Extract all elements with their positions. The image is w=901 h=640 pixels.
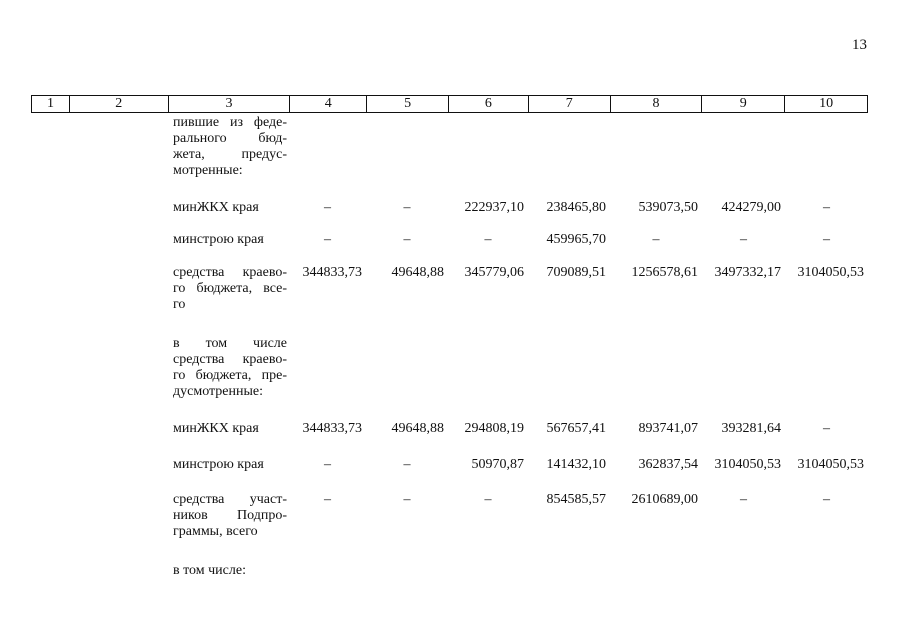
row-value-col-5: – [403,232,411,247]
header-cell-6: 6 [448,96,528,112]
row-value-col-10: – [823,232,830,247]
row-label: минстрою края [173,457,264,472]
row-value-col-7: 459965,70 [546,232,606,247]
row-value-col-9 [702,563,785,579]
row-col-2 [68,563,167,579]
row-value-col-9: 3104050,53 [714,457,781,472]
row-value-col-10: – [823,200,830,215]
row-value-col-7: 709089,51 [546,265,606,280]
header-cell-3: 3 [168,96,290,112]
row-col-1 [31,336,68,400]
row-col-2 [68,265,167,313]
row-value-col-10 [785,563,868,579]
row-value-col-8 [610,563,702,579]
row-value-col-8 [610,336,702,400]
row-value-col-5: – [403,200,411,215]
table-row [31,336,868,400]
row-col-1 [31,200,68,216]
table-row [31,457,868,473]
row-value-col-5 [366,563,448,579]
row-value-col-10 [785,115,868,179]
row-value-col-10: 3104050,53 [797,457,864,472]
row-label: пившие из феде- рального бюд- жета, предус- мотренные: [173,115,287,178]
table-row [31,115,868,179]
row-value-col-5 [366,115,448,179]
row-label: минстрою края [173,232,264,247]
row-col-2 [68,492,167,540]
row-label: средства краево- го бюджета, все- го [173,265,287,312]
header-cell-9: 9 [701,96,784,112]
table-row [31,563,868,579]
row-value-col-8: 2610689,00 [631,492,698,507]
row-value-col-6: 294808,19 [464,421,524,436]
header-cell-7: 7 [528,96,610,112]
row-label: минЖКХ края [173,200,259,215]
row-value-col-7 [528,115,610,179]
row-value-col-10: – [823,421,830,436]
row-value-col-5: – [403,457,411,472]
row-value-col-9: 424279,00 [721,200,781,215]
row-col-1 [31,232,68,248]
row-value-col-10 [785,336,868,400]
row-value-col-8: 1256578,61 [631,265,698,280]
row-value-col-7: 567657,41 [546,421,606,436]
table-row [31,421,868,437]
row-value-col-8: – [652,232,660,247]
table-header-row [31,95,868,113]
row-col-2 [68,421,167,437]
table-row [31,200,868,216]
row-value-col-8 [610,115,702,179]
row-col-1 [31,492,68,540]
row-label: средства участ- ников Подпро- граммы, всего [173,492,287,539]
row-value-col-9 [702,115,785,179]
header-cell-5: 5 [366,96,448,112]
row-value-col-4 [289,115,366,179]
row-col-2 [68,336,167,400]
row-value-col-6 [448,115,528,179]
row-value-col-8: 893741,07 [638,421,698,436]
header-cell-2: 2 [69,96,168,112]
row-value-col-6: – [484,492,492,507]
table-row [31,232,868,248]
row-value-col-6 [448,563,528,579]
row-label: минЖКХ края [173,421,259,436]
row-value-col-10: – [823,492,830,507]
row-col-2 [68,115,167,179]
row-value-col-5: 49648,88 [391,421,444,436]
row-value-col-5: 49648,88 [391,265,444,280]
row-value-col-6: 222937,10 [464,200,524,215]
row-value-col-6 [448,336,528,400]
row-value-col-4: – [324,232,331,247]
row-col-2 [68,232,167,248]
budget-table [31,95,868,578]
row-value-col-7: 141432,10 [546,457,606,472]
row-label: в том числе: [173,563,246,578]
header-cell-4: 4 [289,96,366,112]
row-col-2 [68,200,167,216]
row-value-col-7 [528,336,610,400]
row-value-col-9: 393281,64 [721,421,781,436]
row-value-col-7: 238465,80 [546,200,606,215]
row-value-col-9: 3497332,17 [714,265,781,280]
row-col-1 [31,457,68,473]
row-value-col-5 [366,336,448,400]
row-value-col-8: 362837,54 [638,457,698,472]
row-label: в том числе средства краево- го бюджета, пре- дусмотренные: [173,336,287,399]
row-value-col-4: – [324,457,331,472]
header-cell-8: 8 [610,96,702,112]
row-col-1 [31,115,68,179]
row-value-col-4: – [324,492,331,507]
page-number: 13 [852,37,867,53]
table-row [31,265,868,313]
row-value-col-6: 50970,87 [471,457,524,472]
row-value-col-7: 854585,57 [546,492,606,507]
row-value-col-9 [702,336,785,400]
row-col-2 [68,457,167,473]
row-value-col-4 [289,336,366,400]
row-col-1 [31,265,68,313]
header-cell-10: 10 [784,96,867,112]
row-value-col-4 [289,563,366,579]
row-value-col-6: 345779,06 [464,265,524,280]
row-value-col-9: – [740,492,747,507]
row-value-col-4: 344833,73 [302,265,362,280]
row-value-col-10: 3104050,53 [797,265,864,280]
row-value-col-7 [528,563,610,579]
row-value-col-5: – [403,492,411,507]
row-value-col-4: – [324,200,331,215]
row-col-1 [31,563,68,579]
row-col-1 [31,421,68,437]
table-row [31,492,868,540]
row-value-col-6: – [484,232,492,247]
row-value-col-8: 539073,50 [638,200,698,215]
header-cell-1: 1 [46,96,54,111]
row-value-col-9: – [740,232,747,247]
row-value-col-4: 344833,73 [302,421,362,436]
